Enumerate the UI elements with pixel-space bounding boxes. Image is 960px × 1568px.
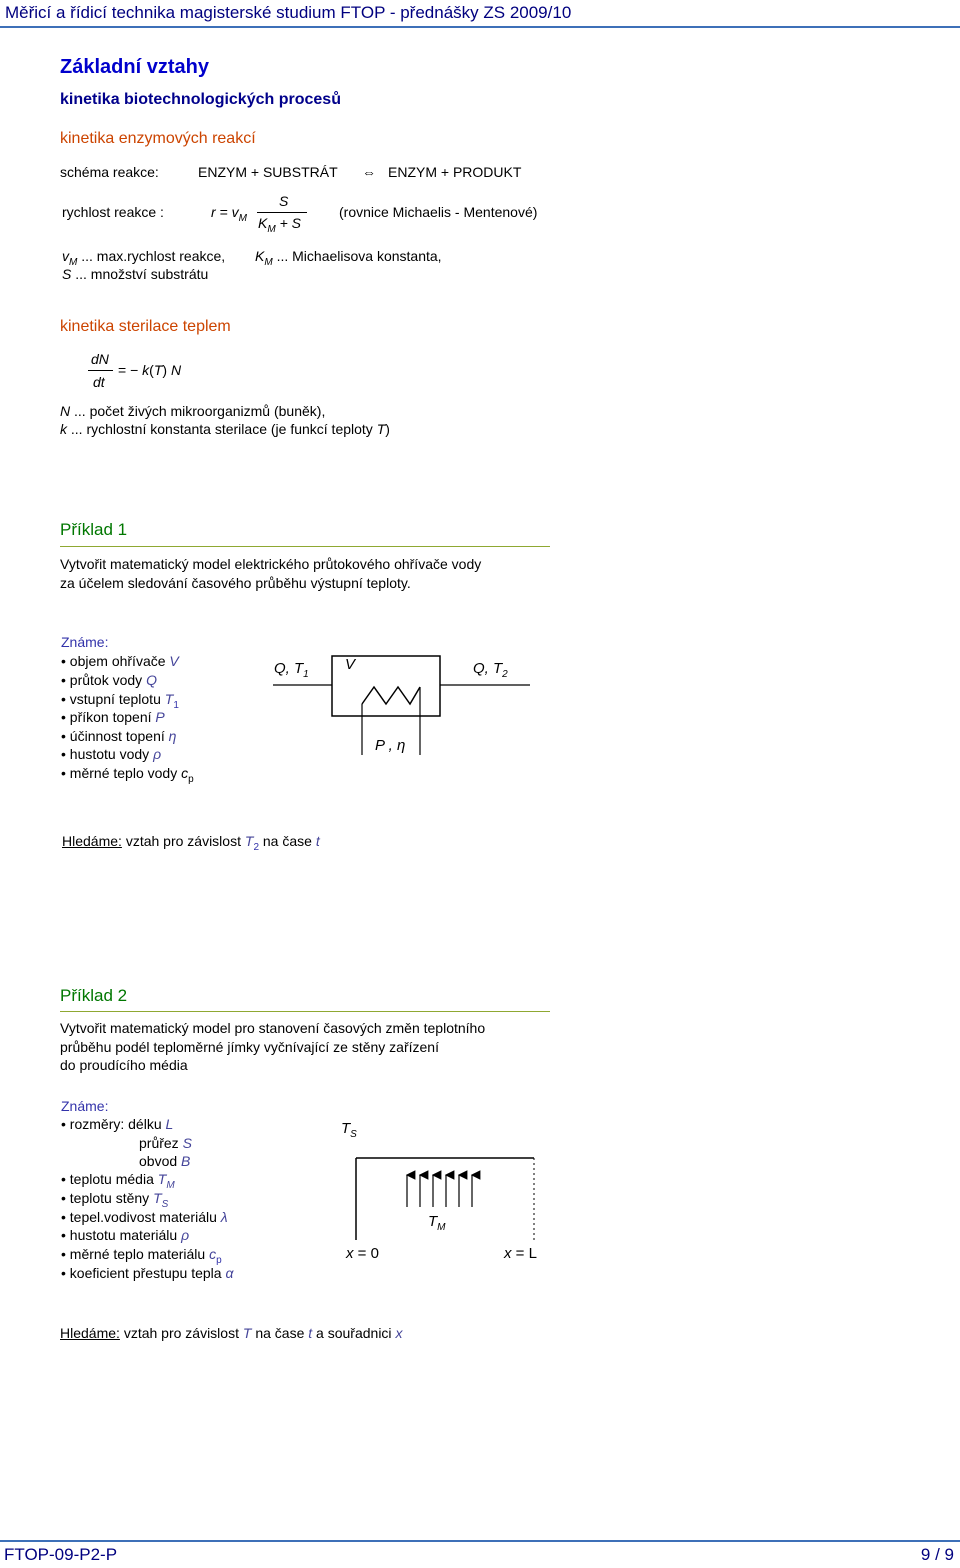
section-title: Základní vztahy (60, 56, 209, 78)
wall-temp-label: $T_S$ (341, 1120, 357, 1140)
sterilization-rhs: = − k(T) N (118, 362, 182, 378)
example1-desc-1: Vytvořit matematický model elektrického průtokového ohřívače vody (60, 556, 482, 572)
rate-equation-lhs: $r = v_M$ (211, 204, 247, 224)
x-zero-label: x = 0 (346, 1245, 379, 1262)
scheme-left: ENZYM + SUBSTRÁT (198, 164, 338, 180)
example1-sought: Hledáme: vztah pro závislost $T_2$ na čase t (62, 833, 320, 853)
legend-n: N ... počet živých mikroorganizmů (buněk), (60, 403, 326, 419)
legend-vm: $v_M$ ... max.rychlost reakce, (62, 248, 226, 268)
known-item: obvod B (139, 1153, 191, 1169)
known-item: • příkon topení P (61, 709, 165, 725)
example1-desc-2: za účelem sledování časového průběhu výstupní teploty. (60, 575, 411, 591)
known-item: • měrné teplo materiálu $c_p$ (61, 1246, 222, 1266)
heater-outlet-label: Q, $T_2$ (473, 660, 508, 680)
sterilization-heading: kinetika sterilace teplem (60, 318, 231, 335)
heater-inlet-label: Q, $T_1$ (274, 660, 309, 680)
known-item: • objem ohřívače V (61, 653, 179, 669)
known-item: • teplotu média $T_M$ (61, 1171, 175, 1191)
dt-denominator: dt (93, 374, 105, 390)
page-number: 9 / 9 (920, 1545, 954, 1564)
footer-divider (0, 1540, 960, 1542)
known-item: • průtok vody Q (61, 672, 157, 688)
rate-denominator: $K_M + S$ (258, 215, 301, 235)
known-item: • účinnost topení η (61, 728, 176, 744)
enzyme-heading: kinetika enzymových reakcí (60, 130, 256, 147)
known-item: • teplotu stěny $T_S$ (61, 1190, 168, 1210)
legend-km: $K_M$ ... Michaelisova konstanta, (255, 248, 442, 268)
section-subtitle: kinetika biotechnologických procesů (60, 91, 341, 108)
example2-title: Příklad 2 (60, 986, 128, 1005)
example2-known-label: Známe: (61, 1098, 109, 1114)
known-item: průřez S (139, 1135, 192, 1151)
known-item: • hustotu vody ρ (61, 746, 161, 762)
legend-k: k ... rychlostní konstanta sterilace (je funkcí teploty T) (60, 421, 390, 437)
example2-sought: Hledáme: vztah pro závislost T na čase t a souřadnici x (60, 1325, 403, 1341)
legend-s: S ... množství substrátu (62, 266, 209, 282)
known-item: • měrné teplo vody $c_p$ (61, 765, 194, 785)
rate-label: rychlost reakce : (62, 204, 164, 220)
scheme-label: schéma reakce: (60, 164, 159, 180)
known-item: • koeficient přestupu tepla α (61, 1265, 233, 1281)
scheme-arrow: ⇔ (362, 164, 376, 180)
footer-code: FTOP-09-P2-P (4, 1545, 118, 1564)
rate-numerator: S (279, 193, 289, 209)
example2-desc-1: Vytvořit matematický model pro stanovení časových změn teplotního (60, 1020, 486, 1036)
example1-known-label: Známe: (61, 634, 109, 650)
example1-title: Příklad 1 (60, 520, 128, 539)
example2-desc-2: průběhu podél teploměrné jímky vyčnívající ze stěny zařízení (60, 1039, 439, 1055)
example2-desc-3: do proudícího média (60, 1057, 188, 1073)
known-item: • tepel.vodivost materiálu λ (61, 1209, 228, 1225)
known-item: • hustotu materiálu ρ (61, 1227, 189, 1243)
page-header: Měřicí a řídicí technika magisterské studium FTOP - přednášky ZS 2009/10 (5, 3, 572, 22)
known-item: • vstupní teplotu $T_1$ (61, 691, 179, 711)
heater-volume-label: V (345, 656, 356, 673)
heater-power-label: P , η (375, 737, 406, 754)
dn-numerator: dN (91, 351, 109, 367)
known-item: • rozměry: délku L (61, 1116, 173, 1132)
medium-temp-label: $T_M$ (428, 1213, 446, 1233)
rate-note: (rovnice Michaelis - Mentenové) (339, 204, 538, 220)
scheme-right: ENZYM + PRODUKT (388, 164, 522, 180)
x-length-label: x = L (504, 1245, 537, 1262)
